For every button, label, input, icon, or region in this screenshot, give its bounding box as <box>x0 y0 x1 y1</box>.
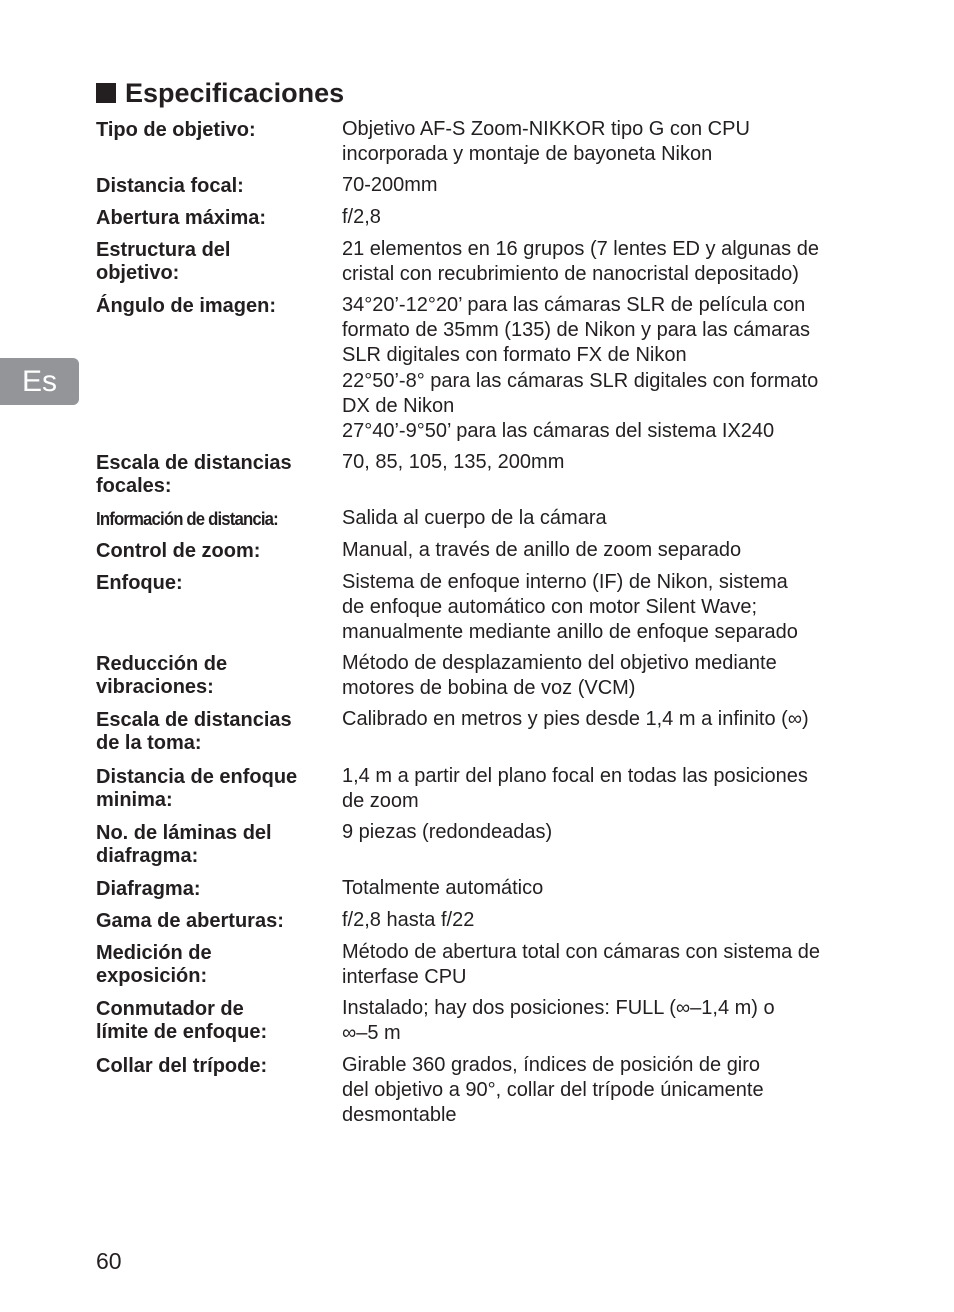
spec-value <box>342 205 876 230</box>
spec-value <box>342 651 876 701</box>
spec-value <box>342 996 876 1046</box>
spec-value-line: Instalado; hay dos posiciones: FULL (∞–1,4 m) o <box>342 997 775 1019</box>
spec-value <box>342 570 876 646</box>
spec-value-line: del objetivo a 90°, collar del trípode únicamente <box>342 1079 764 1102</box>
spec-value <box>342 293 876 444</box>
spec-row <box>96 1053 876 1129</box>
spec-label: Reducción de vibraciones: <box>96 653 228 698</box>
spec-row <box>96 117 876 167</box>
spec-value <box>342 820 876 845</box>
page-title-text: Especificaciones <box>125 78 345 108</box>
spec-label: Gama de aberturas: <box>96 910 284 932</box>
spec-value <box>342 173 876 198</box>
spec-row <box>96 205 876 230</box>
spec-value-line: f/2,8 <box>342 206 381 228</box>
spec-value <box>342 940 876 990</box>
spec-row <box>96 450 876 498</box>
spec-value <box>342 876 876 901</box>
spec-value-line: Manual, a través de anillo de zoom separado <box>342 539 742 561</box>
spec-value <box>342 450 876 475</box>
spec-value <box>342 117 876 167</box>
spec-label: Distancia focal: <box>96 175 244 197</box>
spec-value-line: 70-200mm <box>342 174 438 196</box>
spec-value-line: Método de desplazamiento del objetivo mediante <box>342 652 777 674</box>
page-number: 60 <box>96 1248 122 1274</box>
spec-value-line: 70, 85, 105, 135, 200mm <box>342 451 565 473</box>
language-tab: Es <box>0 358 79 405</box>
spec-label: Información de distancia: <box>96 509 278 529</box>
spec-row <box>96 570 876 646</box>
spec-label: Enfoque: <box>96 572 183 594</box>
spec-value-line: interfase CPU <box>342 966 467 989</box>
spec-label: Abertura máxima: <box>96 207 267 229</box>
spec-label: Conmutador de límite de enfoque: <box>96 998 268 1043</box>
spec-label: Medición de exposición: <box>96 942 212 987</box>
spec-value-line: Girable 360 grados, índices de posición de giro <box>342 1054 761 1076</box>
spec-label: Diafragma: <box>96 878 201 900</box>
spec-value-line: 34°20’-12°20’ para las cámaras SLR de película con <box>342 294 806 316</box>
spec-row <box>96 876 876 901</box>
spec-value <box>342 538 876 563</box>
spec-row <box>96 908 876 933</box>
spec-value <box>342 506 876 531</box>
spec-value-line: Método de abertura total con cámaras con sistema de <box>342 941 821 963</box>
spec-label: Collar del trípode: <box>96 1055 268 1077</box>
page-title <box>96 76 344 110</box>
spec-value-line: cristal con recubrimiento de nanocristal depositado) <box>342 263 799 286</box>
spec-row <box>96 538 876 563</box>
spec-value-line: motores de bobina de voz (VCM) <box>342 677 636 700</box>
spec-label: Distancia de enfoque minima: <box>96 766 298 811</box>
spec-label: No. de láminas del diafragma: <box>96 822 272 867</box>
spec-value <box>342 908 876 933</box>
spec-row <box>96 940 876 990</box>
spec-value-line: ∞–5 m <box>342 1022 401 1045</box>
spec-row <box>96 651 876 701</box>
spec-label: Control de zoom: <box>96 540 261 562</box>
spec-value <box>342 237 876 287</box>
spec-value-line: Salida al cuerpo de la cámara <box>342 507 607 529</box>
spec-label: Tipo de objetivo: <box>96 119 256 141</box>
spec-row <box>96 996 876 1046</box>
spec-value-line: 9 piezas (redondeadas) <box>342 821 553 843</box>
spec-value-line: incorporada y montaje de bayoneta Nikon <box>342 143 713 166</box>
spec-row <box>96 173 876 198</box>
spec-value-line: SLR digitales con formato FX de Nikon <box>342 344 687 367</box>
spec-row <box>96 293 876 444</box>
spec-row <box>96 820 876 868</box>
spec-value-line: manualmente mediante anillo de enfoque separado <box>342 621 798 644</box>
spec-label: Estructura del objetivo: <box>96 239 231 284</box>
spec-value-line: de zoom <box>342 790 419 813</box>
spec-row <box>96 764 876 814</box>
square-bullet-icon <box>96 83 116 103</box>
spec-value-line: de enfoque automático con motor Silent Wave; <box>342 596 758 619</box>
spec-row <box>96 506 876 531</box>
spec-value <box>342 764 876 814</box>
spec-value-line: 22°50’-8° para las cámaras SLR digitales con formato <box>342 369 819 392</box>
spec-value-line: Totalmente automático <box>342 877 544 899</box>
spec-value-line: formato de 35mm (135) de Nikon y para las cámaras <box>342 319 810 342</box>
spec-row <box>96 707 876 755</box>
spec-value-line: Sistema de enfoque interno (IF) de Nikon, sistema <box>342 571 788 593</box>
spec-value-line: desmontable <box>342 1104 457 1127</box>
spec-value-line: 27°40’-9°50’ para las cámaras del sistema IX240 <box>342 420 775 443</box>
spec-label: Escala de distancias focales: <box>96 452 292 497</box>
spec-value-line: f/2,8 hasta f/22 <box>342 909 475 931</box>
spec-row <box>96 237 876 287</box>
spec-value <box>342 1053 876 1129</box>
spec-value-line: 1,4 m a partir del plano focal en todas las posiciones <box>342 765 808 787</box>
spec-value-line: Objetivo AF-S Zoom-NIKKOR tipo G con CPU <box>342 118 750 140</box>
spec-label: Ángulo de imagen: <box>96 295 276 317</box>
spec-value-line: Calibrado en metros y pies desde 1,4 m a infinito (∞) <box>342 708 809 730</box>
spec-value-line: DX de Nikon <box>342 394 455 417</box>
spec-value <box>342 707 876 732</box>
spec-value-line: 21 elementos en 16 grupos (7 lentes ED y algunas de <box>342 238 819 260</box>
spec-label: Escala de distancias de la toma: <box>96 709 292 754</box>
